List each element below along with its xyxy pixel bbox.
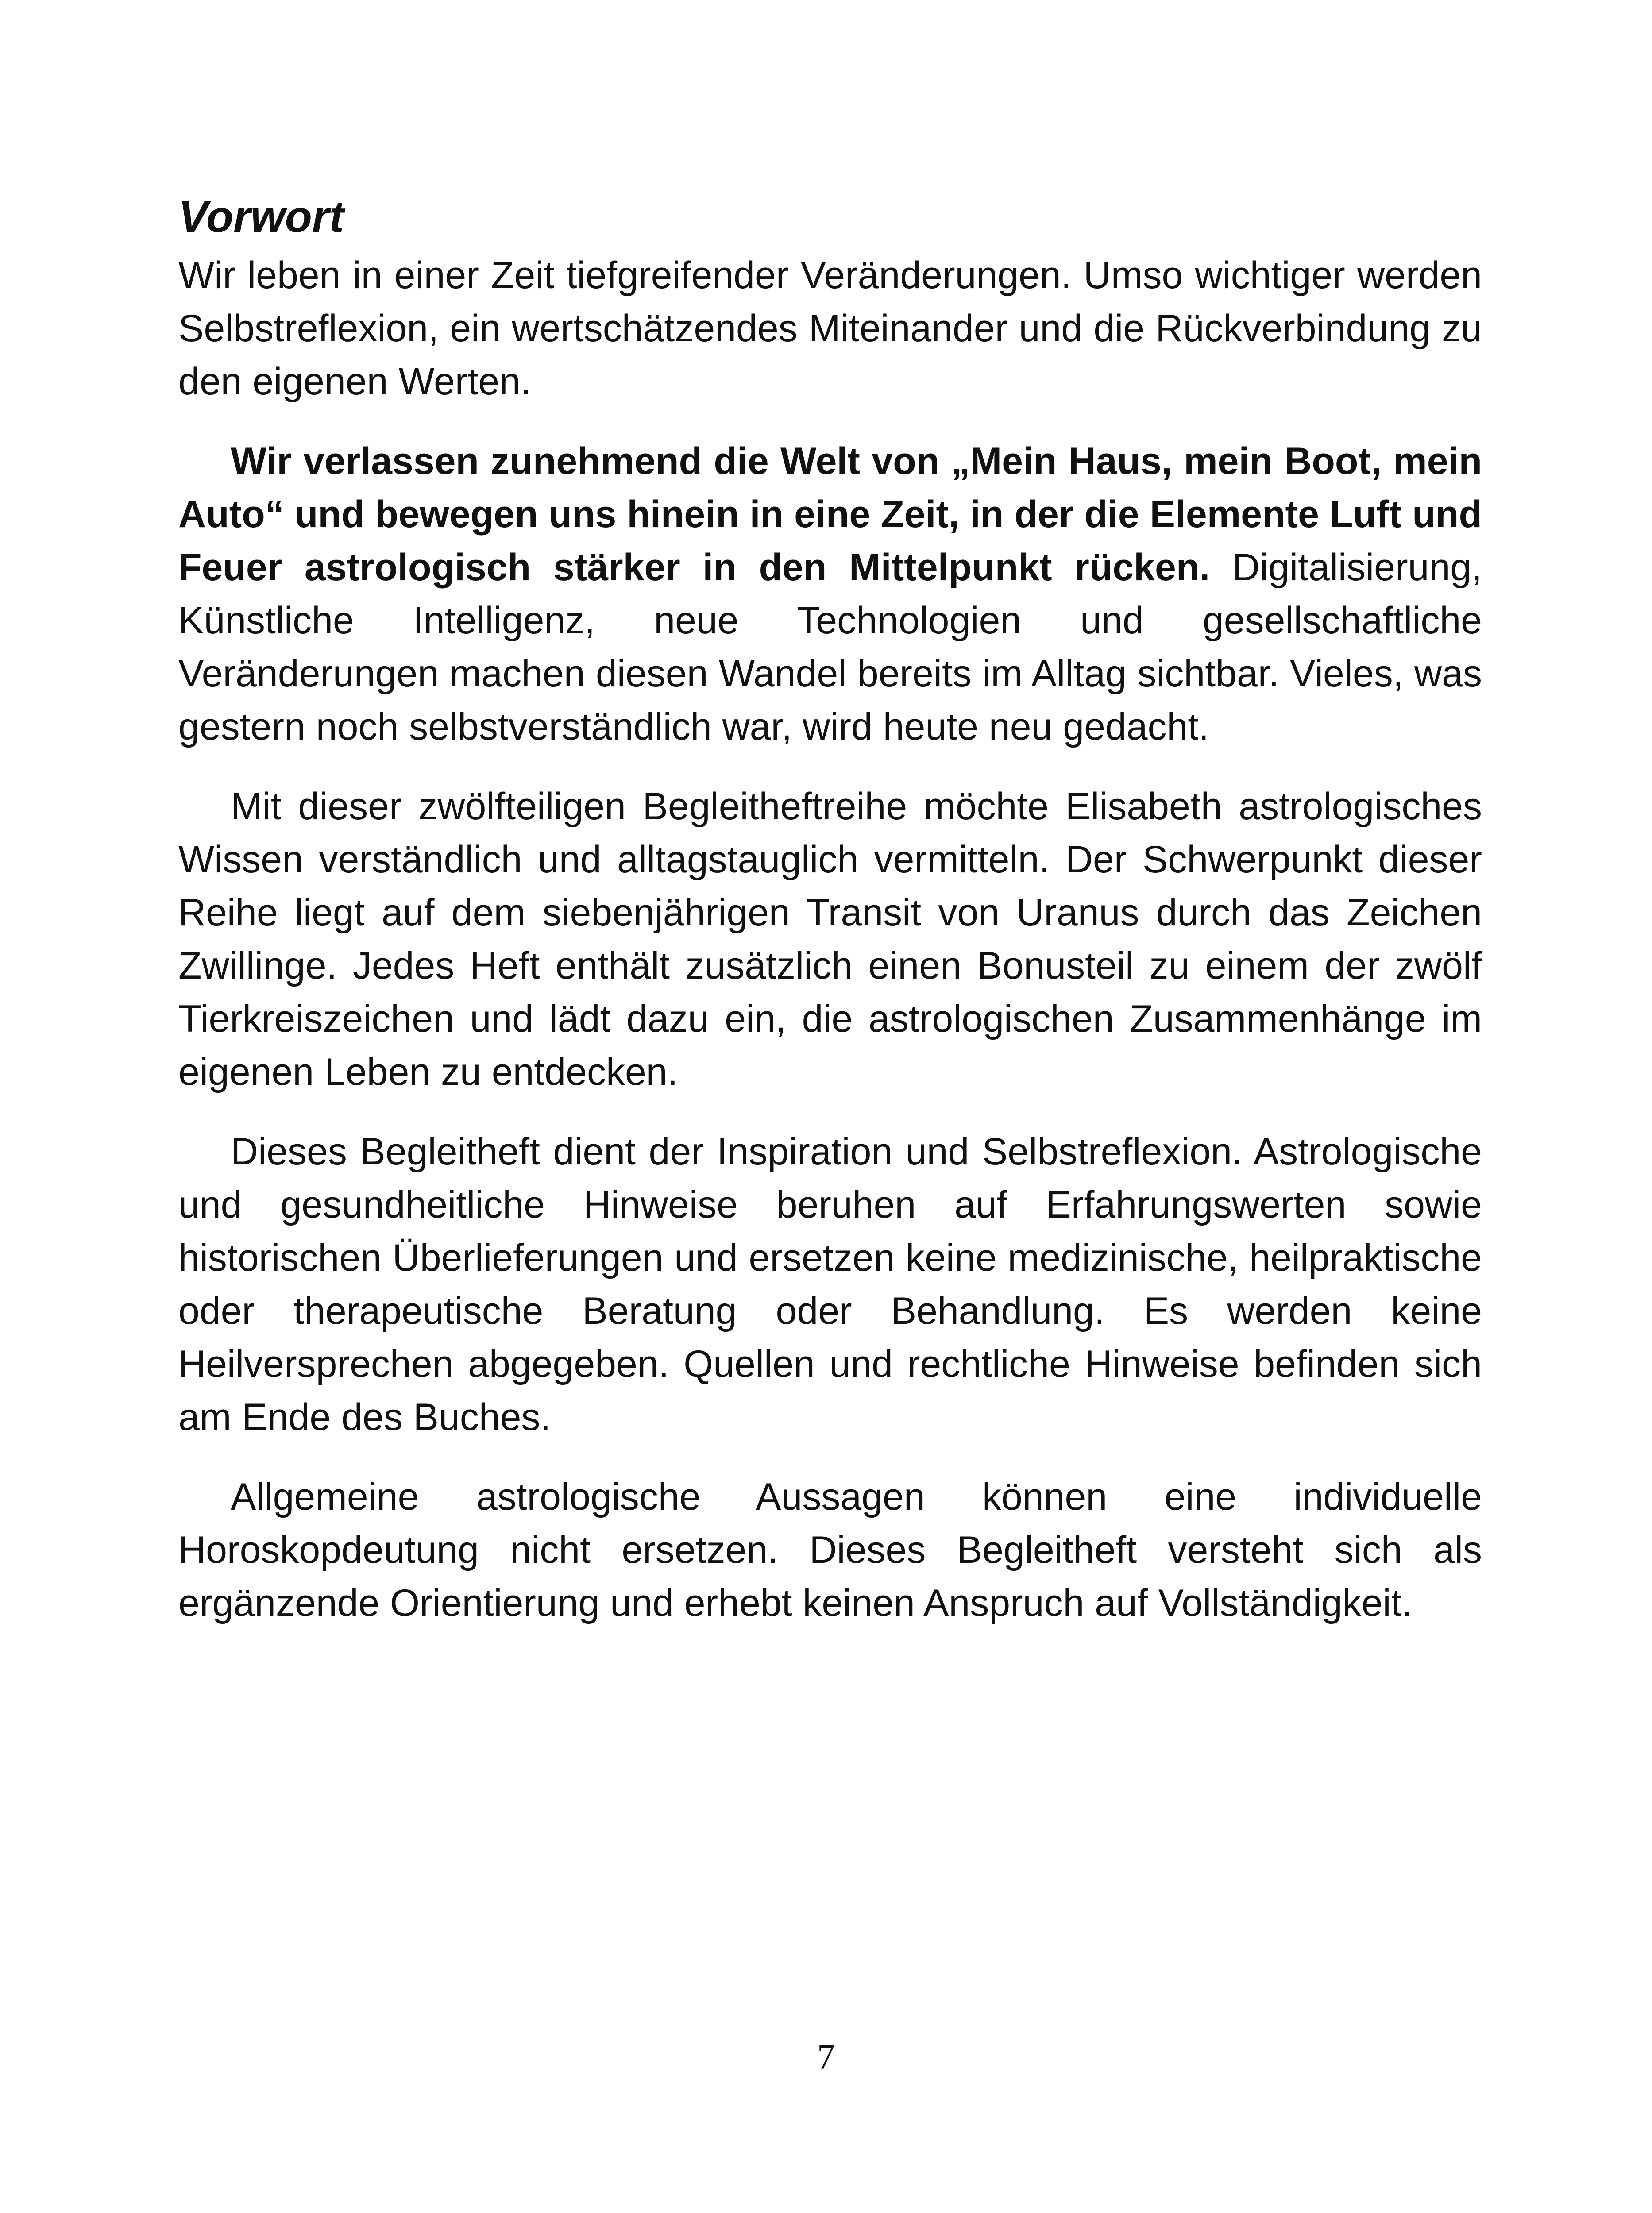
- paragraph-1: [178, 249, 1482, 408]
- page-content: [178, 190, 1482, 1656]
- paragraph-2-text: Digitalisierung, Künstliche Intelligenz, neue Technologien und gesellschaftliche Veränderungen machen diesen Wandel bereits im Alltag sichtbar. Vieles, was gestern noch selbstverständlich war, wird heute neu gedacht.: [178, 546, 1482, 748]
- paragraph-2-bold-text: Wir verlassen zunehmend die Welt von „Mein Haus, mein Boot, mein Auto“ und bewegen uns hinein in eine Zeit, in der die Elemente Luft und Feuer astrologisch stärker in den Mittelpunkt rücken.: [178, 440, 1482, 589]
- page-title: Vorwort: [178, 192, 344, 242]
- paragraph-3-text: Mit dieser zwölfteiligen Begleitheftreihe möchte Elisabeth astrologisches Wissen verständlich und alltagstauglich vermitteln. Der Schwerpunkt dieser Reihe liegt auf dem siebenjährigen Transit von Uranus durch das Zeichen Zwillinge. Jedes Heft enthält zusätzlich einen Bonusteil zu einem der zwölf Tierkreiszeichen und lädt dazu ein, die astrologischen Zusammenhänge im eigenen Leben zu entdecken.: [178, 785, 1482, 1093]
- paragraph-4-text: Dieses Begleitheft dient der Inspiration und Selbstreflexion. Astrologische und gesundheitliche Hinweise beruhen auf Erfahrungswerten sowie historischen Überlieferungen und ersetzen keine medizinische, heilpraktische oder therapeutische Beratung oder Behandlung. Es werden keine Heilversprechen abgegeben. Quellen und rechtliche Hinweise befinden sich am Ende des Buches.: [178, 1130, 1482, 1438]
- paragraph-3: [178, 780, 1482, 1099]
- paragraph-2: [178, 435, 1482, 753]
- paragraph-5: [178, 1470, 1482, 1630]
- paragraph-5-text: Allgemeine astrologische Aussagen können eine individuelle Horoskopdeutung nicht ersetzen. Dieses Begleitheft versteht sich als ergänzende Orientierung und erhebt keinen Anspruch auf Vollständigkeit.: [178, 1476, 1482, 1624]
- page-number: 7: [817, 2038, 835, 2077]
- paragraph-4: [178, 1125, 1482, 1444]
- paragraph-1-text: Wir leben in einer Zeit tiefgreifender Veränderungen. Umso wichtiger werden Selbstreflexion, ein wertschätzendes Miteinander und die Rückverbindung zu den eigenen Werten.: [178, 254, 1482, 403]
